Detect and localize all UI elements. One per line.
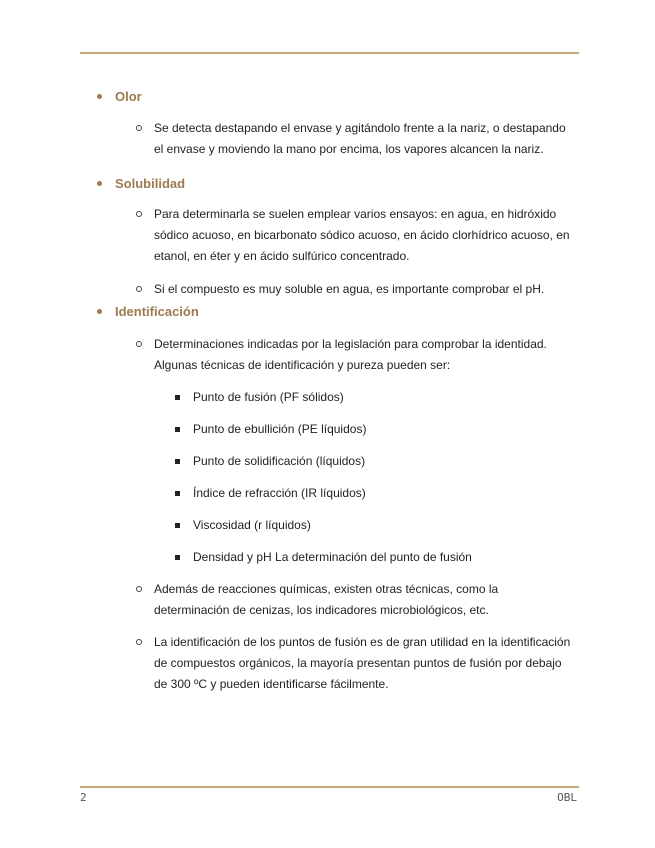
header-rule	[80, 52, 579, 54]
sub-list-item: Punto de ebullición (PE líquidos)	[175, 420, 366, 438]
square-bullet-icon	[175, 523, 180, 528]
square-bullet-icon	[175, 395, 180, 400]
sub-list-item: Viscosidad (r líquidos)	[175, 516, 311, 534]
square-bullet-icon	[175, 555, 180, 560]
sub-list-item: Punto de solidificación (líquidos)	[175, 452, 365, 470]
list-item: Se detecta destapando el envase y agitándolo frente a la nariz, o destapando el envase y moviendo la mano por encima, los vapores alcancen la nariz.	[136, 118, 576, 160]
circle-bullet-icon	[136, 639, 142, 645]
bullet-icon	[97, 94, 102, 99]
sub-list-item: Índice de refracción (IR líquidos)	[175, 484, 366, 502]
bullet-icon	[97, 181, 102, 186]
page-number: 2	[80, 791, 87, 804]
circle-bullet-icon	[136, 341, 142, 347]
list-item: La identificación de los puntos de fusión es de gran utilidad en la identificación de compuestos orgánicos, la mayoría presentan puntos de fusión por debajo de 300 ºC y pueden identificarse fácilmente.	[136, 632, 576, 695]
footer-tag: OBL	[557, 791, 577, 804]
list-item: Además de reacciones químicas, existen otras técnicas, como la determinación de cenizas, los indicadores microbiológicos, etc.	[136, 579, 576, 621]
list-item: Si el compuesto es muy soluble en agua, es importante comprobar el pH.	[136, 279, 576, 300]
footer-rule	[80, 786, 579, 788]
list-item: Determinaciones indicadas por la legislación para comprobar la identidad. Algunas técnicas de identificación y pureza pueden ser:	[136, 334, 576, 376]
sub-list-item: Densidad y pH La determinación del punto de fusión	[175, 548, 472, 566]
square-bullet-icon	[175, 427, 180, 432]
square-bullet-icon	[175, 459, 180, 464]
bullet-icon	[97, 309, 102, 314]
circle-bullet-icon	[136, 211, 142, 217]
circle-bullet-icon	[136, 125, 142, 131]
sub-list-item: Punto de fusión (PF sólidos)	[175, 388, 344, 406]
circle-bullet-icon	[136, 286, 142, 292]
list-item: Para determinarla se suelen emplear varios ensayos: en agua, en hidróxido sódico acuoso, en bicarbonato sódico acuoso, en ácido clorhídrico acuoso, en etanol, en éter y en ácido sulfúrico concentrado.	[136, 204, 576, 267]
circle-bullet-icon	[136, 586, 142, 592]
square-bullet-icon	[175, 491, 180, 496]
